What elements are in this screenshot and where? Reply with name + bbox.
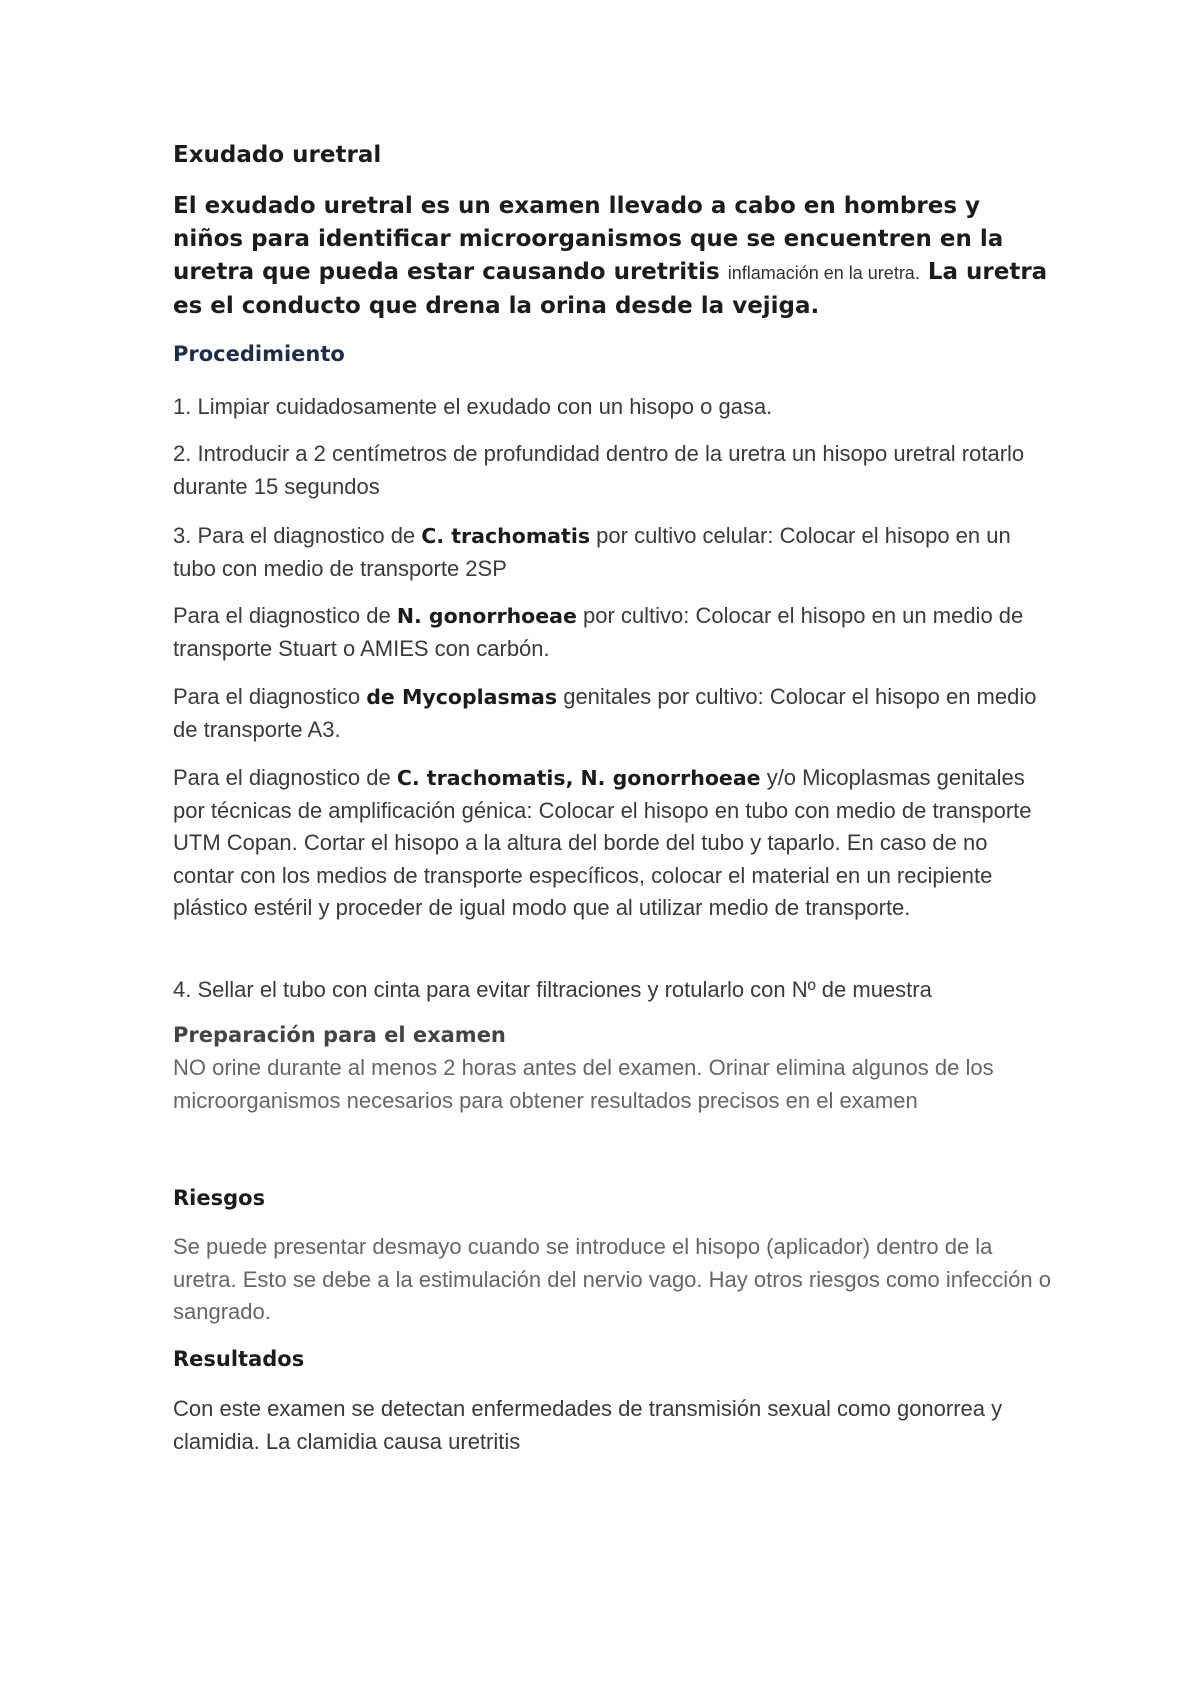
amplificacion-paragraph xyxy=(173,762,1053,925)
resultados-heading: Resultados xyxy=(173,1347,305,1371)
mycoplasmas-bold: de Mycoplasmas xyxy=(366,685,558,709)
step-3-post: por cultivo celular: Colocar el hisopo en un tubo con medio de transporte 2SP xyxy=(173,523,1011,581)
intro-small-text: inflamación en la uretra. xyxy=(727,263,920,283)
mycoplasmas-paragraph xyxy=(173,681,1053,746)
step-3-paragraph xyxy=(173,520,1053,585)
procedimiento-heading: Procedimiento xyxy=(173,342,345,366)
gonorrhoeae-bold: N. gonorrhoeae xyxy=(396,604,577,628)
amplificacion-post: y/o Micoplasmas genitales por técnicas de amplificación génica: Colocar el hisopo en tubo con medio de transporte UTM Copan. Cortar el hisopo a la altura del borde del tubo y taparlo. En caso de no contar con los medios de transporte específicos, colocar el material en un recipiente plástico estéril y proceder de igual modo que al utilizar medio de transporte. xyxy=(173,765,1032,920)
step-1-paragraph: 1. Limpiar cuidadosamente el exudado con un hisopo o gasa. xyxy=(173,394,773,419)
gonorrhoeae-paragraph xyxy=(173,600,1053,665)
gonorrhoeae-pre: Para el diagnostico de xyxy=(173,603,397,628)
mycoplasmas-pre: Para el diagnostico xyxy=(173,684,367,709)
step-3-bold: C. trachomatis xyxy=(421,524,591,548)
gonorrhoeae-post: por cultivo: Colocar el hisopo en un medio de transporte Stuart o AMIES con carbón. xyxy=(173,603,1024,661)
preparacion-heading: Preparación para el examen xyxy=(173,1023,506,1047)
step-3-pre: 3. Para el diagnostico de xyxy=(173,523,422,548)
step-4-paragraph: 4. Sellar el tubo con cinta para evitar filtraciones y rotularlo con Nº de muestra xyxy=(173,977,932,1002)
intro-paragraph xyxy=(173,190,1053,323)
intro-text-part2: La uretra es el conducto que drena la orina desde la vejiga. xyxy=(173,259,1048,319)
amplificacion-pre: Para el diagnostico de xyxy=(173,765,397,790)
preparacion-paragraph: NO orine durante al menos 2 horas antes del examen. Orinar elimina algunos de los microorganismos necesarios para obtener resultados precisos en el examen xyxy=(173,1055,994,1113)
riesgos-heading: Riesgos xyxy=(173,1186,266,1210)
step-2-paragraph: 2. Introducir a 2 centímetros de profundidad dentro de la uretra un hisopo uretral rotarlo durante 15 segundos xyxy=(173,441,1025,499)
intro-text-part1: El exudado uretral es un examen llevado a cabo en hombres y niños para identificar microorganismos que se encuentren en la uretra que pueda estar causando uretritis xyxy=(173,193,1004,285)
riesgos-paragraph: Se puede presentar desmayo cuando se introduce el hisopo (aplicador) dentro de la uretra. Esto se debe a la estimulación del nervio vago. Hay otros riesgos como infección o sangrado. xyxy=(173,1234,1052,1324)
resultados-paragraph: Con este examen se detectan enfermedades de transmisión sexual como gonorrea y clamidia. La clamidia causa uretritis xyxy=(173,1396,1003,1454)
amplificacion-bold: C. trachomatis, N. gonorrhoeae xyxy=(396,766,761,790)
mycoplasmas-post: genitales por cultivo: Colocar el hisopo en medio de transporte A3. xyxy=(173,684,1037,742)
document-title: Exudado uretral xyxy=(173,142,382,168)
